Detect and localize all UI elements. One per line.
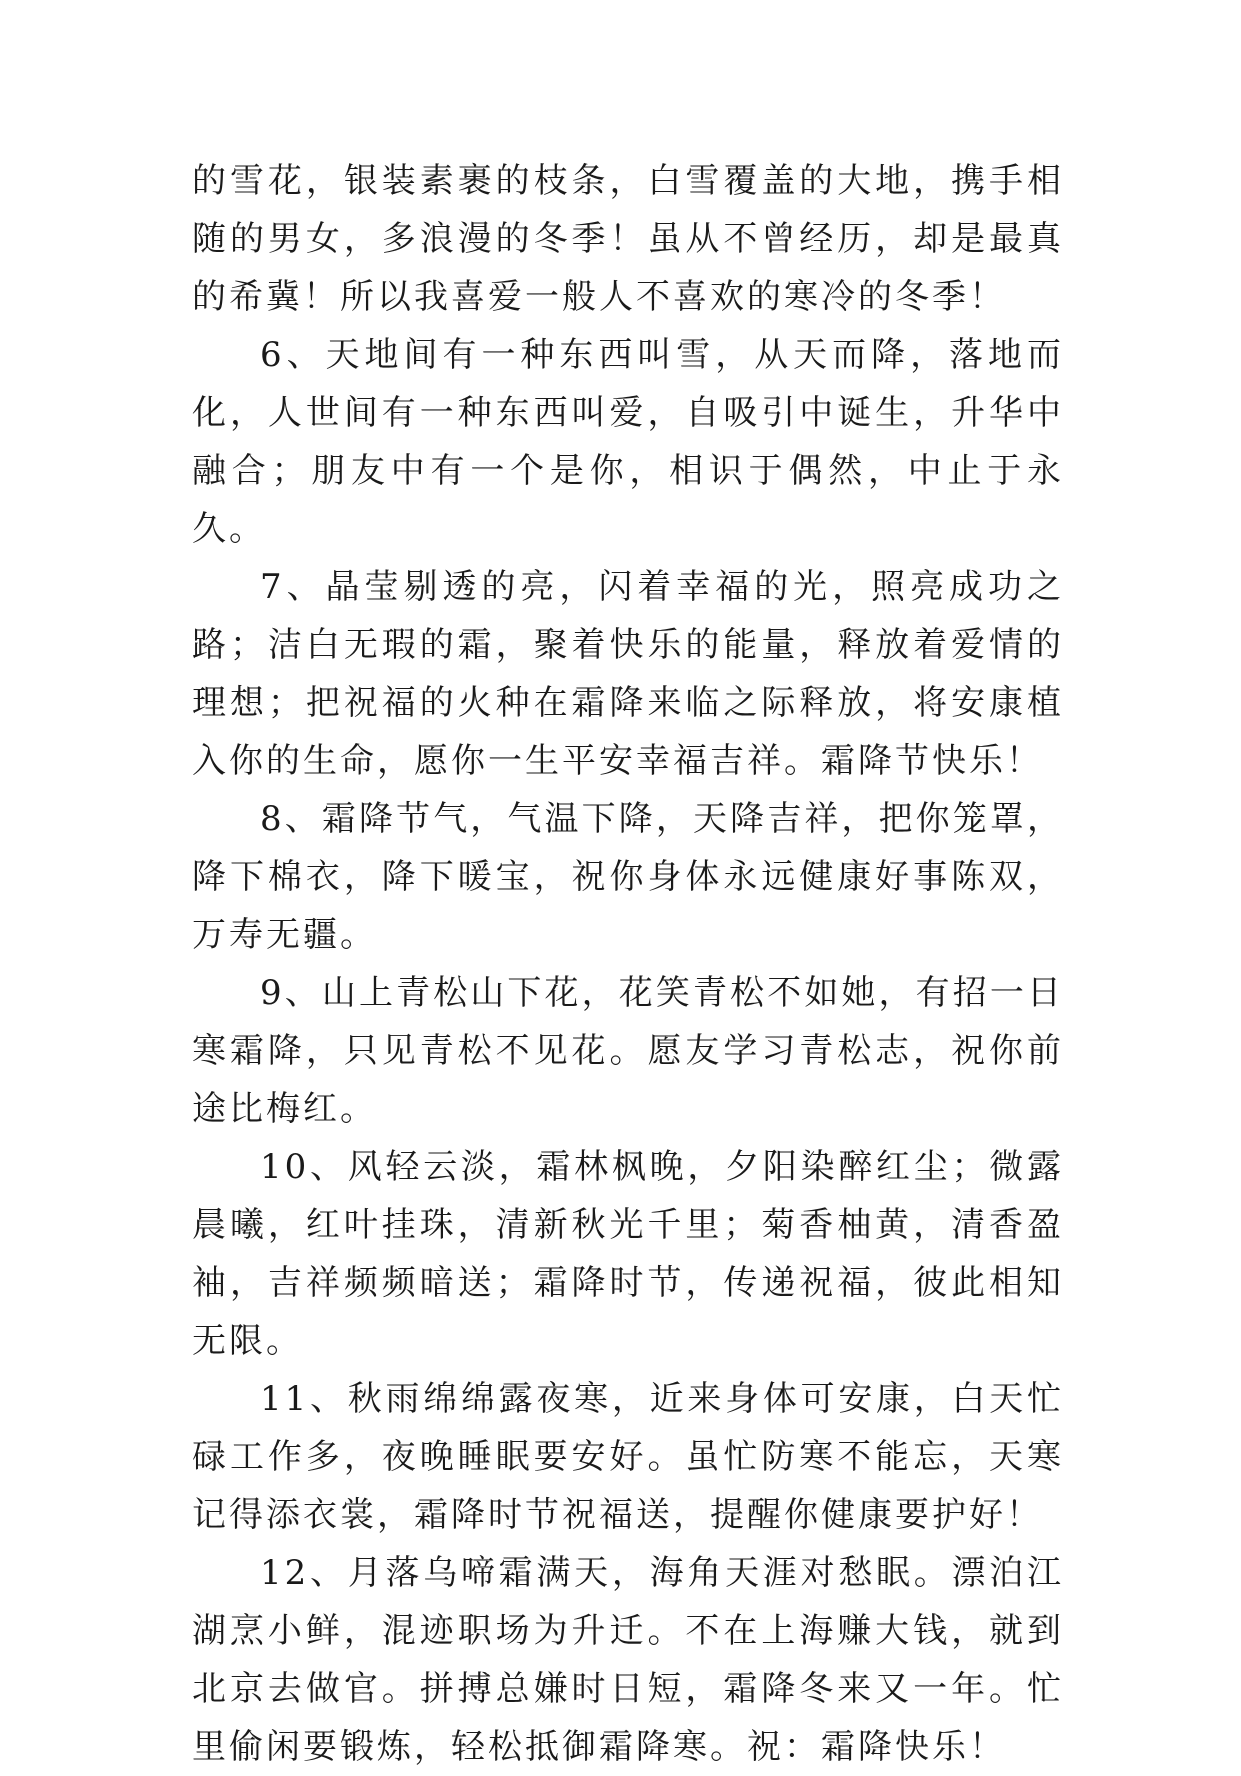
paragraph-item-11: 11、秋雨绵绵露夜寒，近来身体可安康，白天忙碌工作多，夜晚睡眠要安好。虽忙防寒不能忘，天寒记得添衣裳，霜降时节祝福送，提醒你健康要护好！: [192, 1379, 1064, 1535]
paragraph-item-8: 8、霜降节气，气温下降，天降吉祥，把你笼罩，降下棉衣，降下暖宝，祝你身体永远健康好事陈双，万寿无疆。: [192, 799, 1064, 955]
paragraph-item-10: 10、风轻云淡，霜林枫晚，夕阳染醉红尘；微露晨曦，红叶挂珠，清新秋光千里；菊香柚黄，清香盈袖，吉祥频频暗送；霜降时节，传递祝福，彼此相知无限。: [192, 1147, 1064, 1361]
document-body: [192, 152, 1064, 1776]
paragraph-item-7: 7、晶莹剔透的亮，闪着幸福的光，照亮成功之路；洁白无瑕的霜，聚着快乐的能量，释放着爱情的理想；把祝福的火种在霜降来临之际释放，将安康植入你的生命，愿你一生平安幸福吉祥。霜降节快乐！: [192, 567, 1064, 781]
paragraph-item-12: 12、月落乌啼霜满天，海角天涯对愁眠。漂泊江湖烹小鲜，混迹职场为升迁。不在上海赚大钱，就到北京去做官。拼搏总嫌时日短，霜降冬来又一年。忙里偷闲要锻炼，轻松抵御霜降寒。祝：霜降快乐！: [192, 1553, 1064, 1767]
paragraph-item-6: 6、天地间有一种东西叫雪，从天而降，落地而化，人世间有一种东西叫爱，自吸引中诞生，升华中融合；朋友中有一个是你，相识于偶然，中止于永久。: [192, 335, 1064, 549]
paragraph-continued: 的雪花，银装素裹的枝条，白雪覆盖的大地，携手相随的男女，多浪漫的冬季！虽从不曾经历，却是最真的希冀！所以我喜爱一般人不喜欢的寒冷的冬季！: [192, 161, 1064, 317]
paragraph-item-9: 9、山上青松山下花，花笑青松不如她，有招一日寒霜降，只见青松不见花。愿友学习青松志，祝你前途比梅红。: [192, 973, 1064, 1129]
